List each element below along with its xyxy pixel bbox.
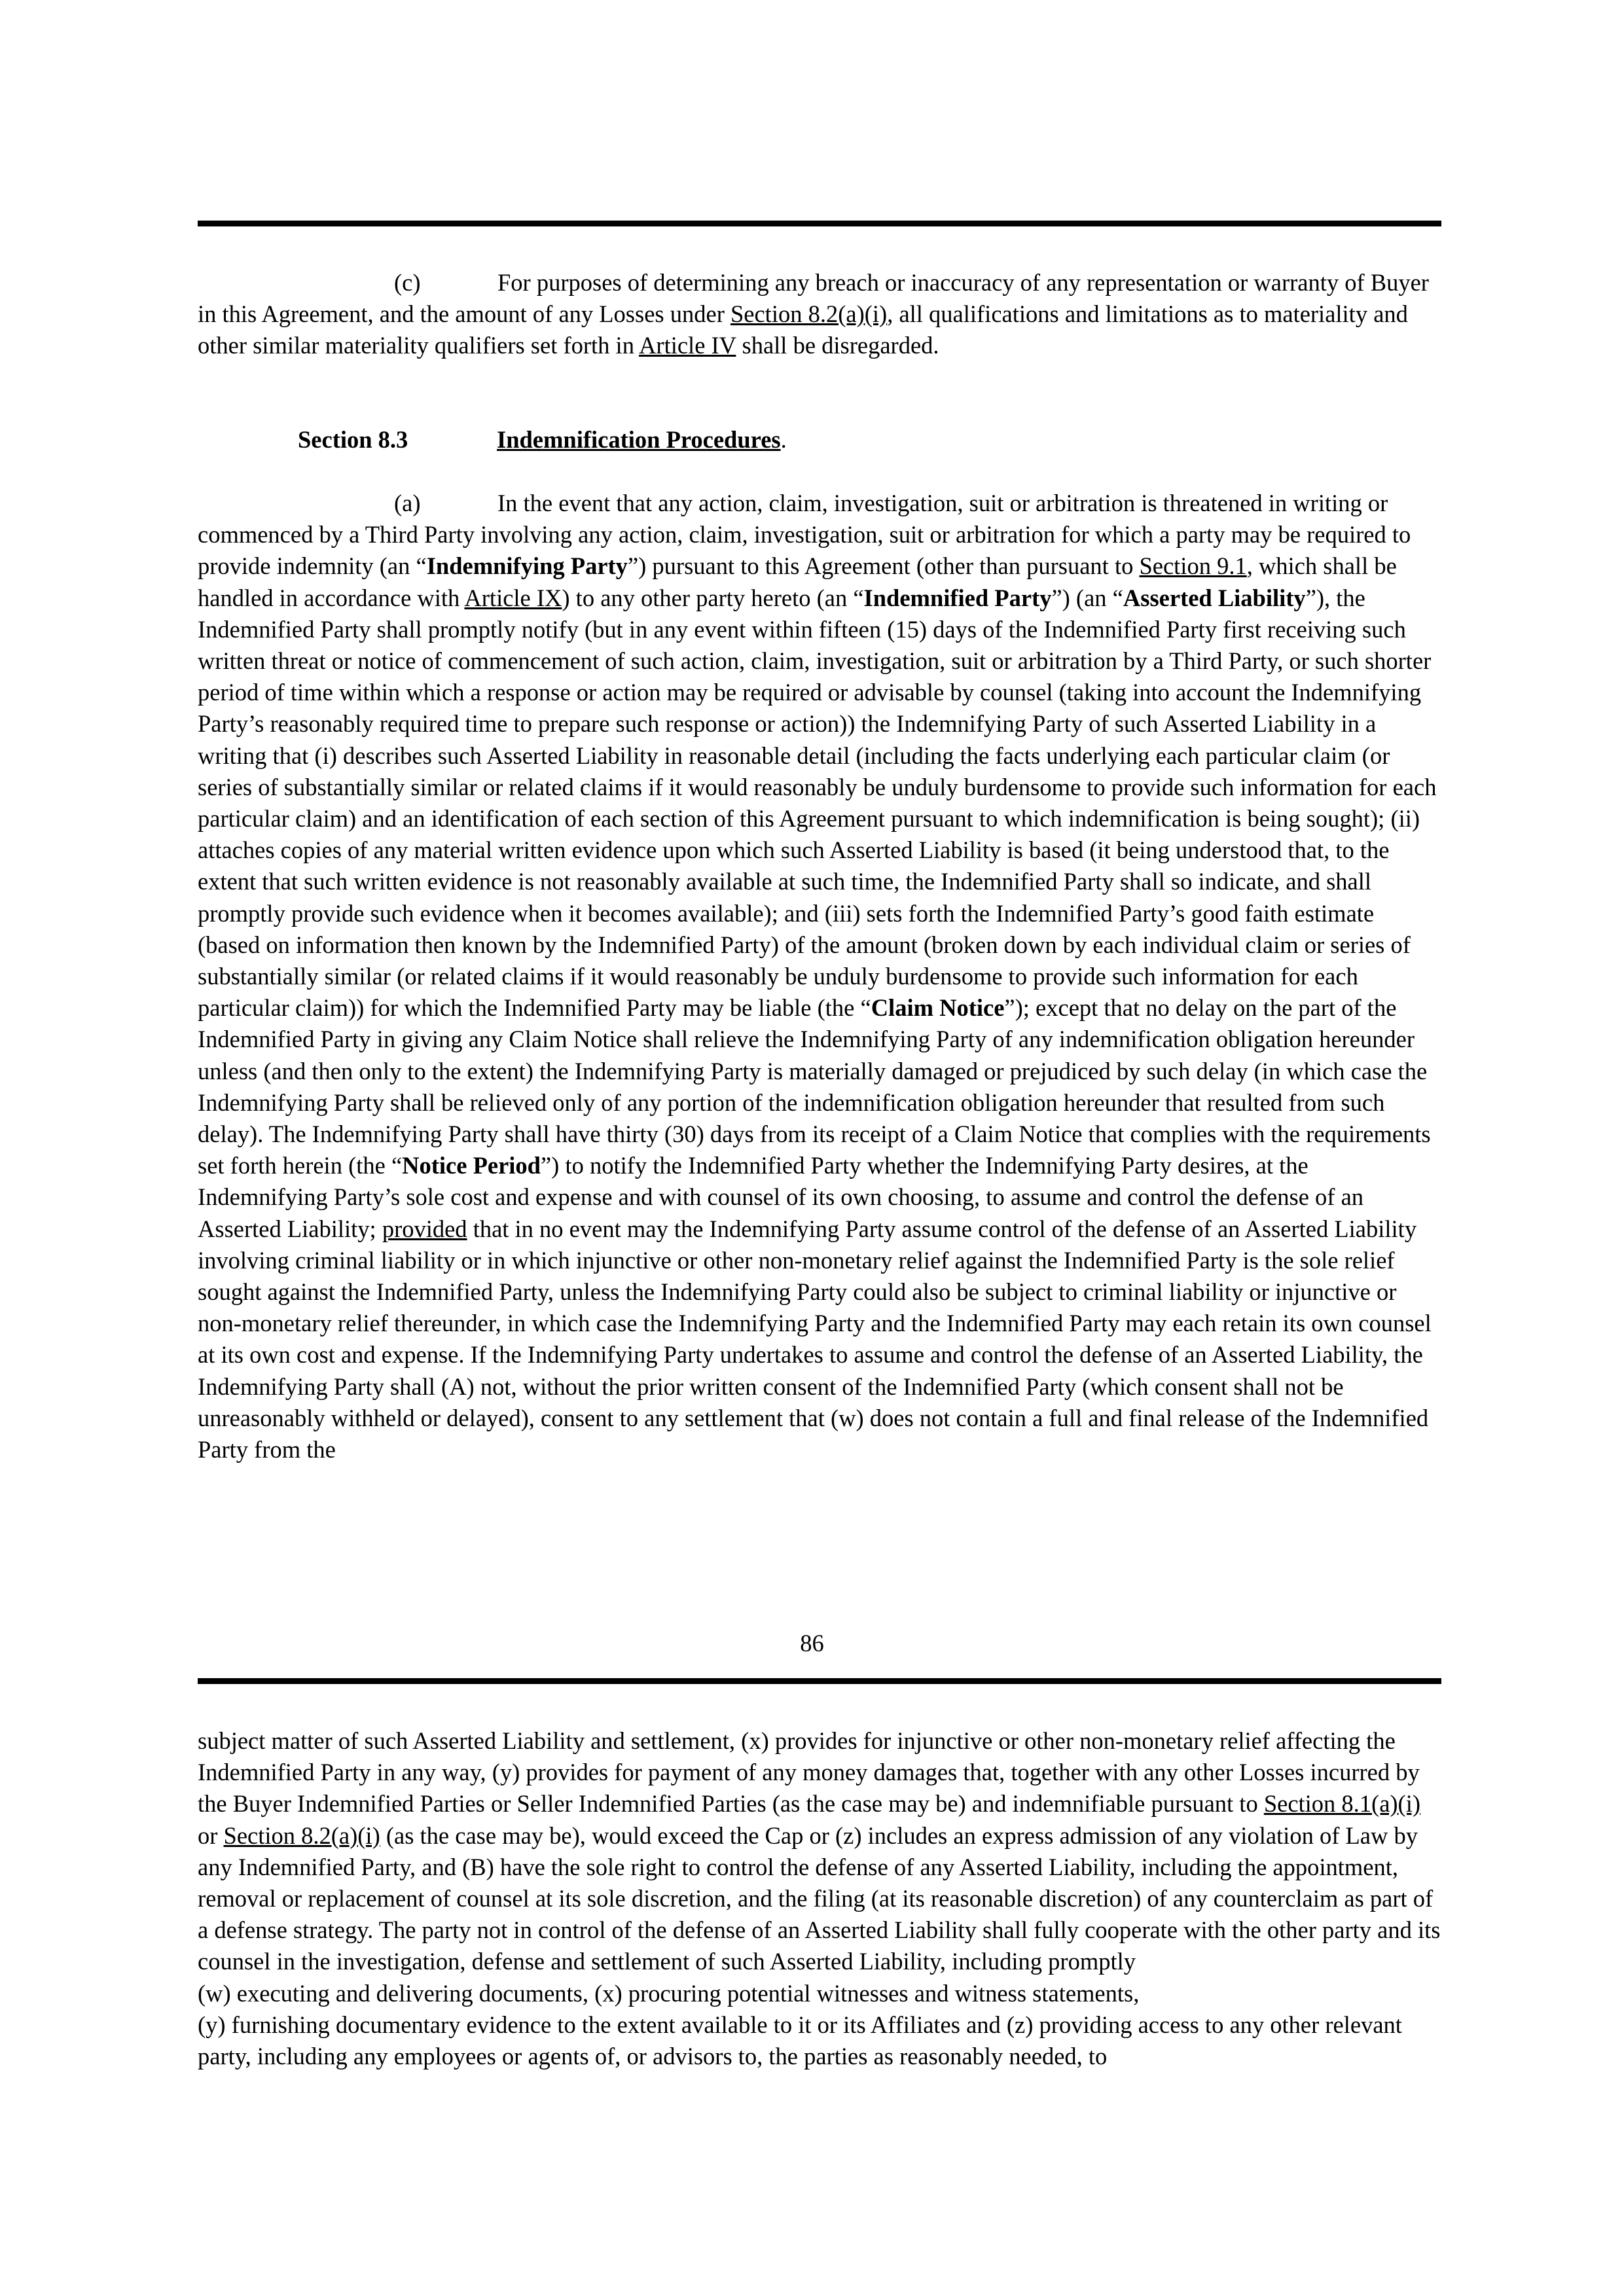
term-notice-period: Notice Period [402, 1152, 541, 1179]
term-claim-notice: Claim Notice [871, 994, 1005, 1022]
term-indemnifying-party: Indemnifying Party [426, 552, 628, 580]
section-title: Indemnification Procedures [497, 426, 781, 453]
paragraph-a-number: (a) [394, 490, 421, 516]
paragraph-a: (a) In the event that any action, claim, investigation, suit or arbitration is threatened in writing or commenced by a Third Party involving any action, claim, investigation, suit or arbitration for which a party may be required to provide indemnity (an “Indemnifying Party”) pursuant to this Agreement (other than pursuant to Section 9.1, which shall be handled in accordance with Article IX) to any other party hereto (an “Indemnified Party”) (an “Asserted Liability”), the Indemnified Party shall promptly notify (but in any event within fifteen (15) days of the Indemnified Party first receiving such written threat or notice of commencement of such action, claim, investigation, suit or arbitration by a Third Party, or such shorter period of time within which a response or action may be required or advisable by counsel (taking into account the Indemnifying Party’s reasonably required time to prepare such response or action)) the Indemnifying Party of such Asserted Liability in a writing that (i) describes such Asserted Liability in reasonable detail (including the facts underlying each particular claim (or series of substantially similar or related claims if it would reasonably be unduly burdensome to provide such information for each particular claim) and an identification of each section of this Agreement pursuant to which indemnification is being sought); (ii) attaches copies of any material written evidence upon which such Asserted Liability is based (it being understood that, to the extent that such written evidence is not reasonably available at such time, the Indemnified Party shall so indicate, and shall promptly provide such evidence when it becomes available); and (iii) sets forth the Indemnified Party’s good faith estimate (based on information then known by the Indemnified Party) of the amount (broken down by each individual claim or series of substantially similar (or related claims if it would reasonably be unduly burdensome to provide such information for each particular claim)) for which the Indemnified Party may be liable (the “Claim Notice”); except that no delay on the part of the Indemnified Party in giving any Claim Notice shall relieve the Indemnifying Party of any indemnification obligation hereunder unless (and then only to the extent) the Indemnifying Party is materially damaged or prejudiced by such delay (in which case the Indemnifying Party shall be relieved only of any portion of the indemnification obligation hereunder that resulted from such delay). The Indemnifying Party shall have thirty (30) days from its receipt of a Claim Notice that complies with the requirements set forth herein (the “Notice Period”) to notify the Indemnified Party whether the Indemnifying Party desires, at the Indemnifying Party’s sole cost and expense and with counsel of its own choosing, to assume and control the defense of an Asserted Liability; provided that in no event may the Indemnifying Party assume control of the defense of an Asserted Liability involving criminal liability or in which injunctive or other non-monetary relief against the Indemnified Party is the sole relief sought against the Indemnified Party, unless the Indemnifying Party could also be subject to criminal liability or injunctive or non-monetary relief thereunder, in which case the Indemnifying Party and the Indemnified Party may each retain its own counsel at its own cost and expense. If the Indemnifying Party undertakes to assume and control the defense of an Asserted Liability, the Indemnifying Party shall (A) not, without the prior written consent of the Indemnified Party (which consent shall not be unreasonably withheld or delayed), consent to any settlement that (w) does not contain a full and final release of the Indemnified Party from the [198, 488, 1441, 1465]
page-number: 86 [800, 1630, 824, 1657]
section-8-2-a-i-link-2[interactable]: Section 8.2(a)(i) [223, 1821, 380, 1849]
continuation-paragraph: subject matter of such Asserted Liability and settlement, (x) provides for injunctive or other non-monetary relief affecting the Indemnified Party in any way, (y) provides for payment of any money damages that, together with any other Losses incurred by the Buyer Indemnified Parties or Seller Indemnified Parties (as the case may be) and indemnifiable pursuant to Section 8.1(a)(i) or Section 8.2(a)(i) (as the case may be), would exceed the Cap or (z) includes an express admission of any violation of Law by any Indemnified Party, and (B) have the sole right to control the defense of any Asserted Liability, including the appointment, removal or replacement of counsel at its sole discretion, and the filing (at its reasonable discretion) of any counterclaim as part of a defense strategy. The party not in control of the defense of an Asserted Liability shall fully cooperate with the other party and its counsel in the investigation, defense and settlement of such Asserted Liability, including promptly (w) executing and delivering documents, (x) procuring potential witnesses and witness statements, (y) furnishing documentary evidence to the extent available to it or its Affiliates and (z) providing access to any other relevant party, including any employees or agents of, or advisors to, the parties as reasonably needed, to [198, 1727, 1441, 2070]
paragraph-c-number: (c) [394, 269, 421, 296]
paragraph-c: (c) For purposes of determining any breach or inaccuracy of any representation or warranty of Buyer in this Agreement, and the amount of any Losses under Section 8.2(a)(i), all qualifications and limitations as to materiality and other similar materiality qualifiers set forth in Article IV shall be disregarded. [198, 267, 1441, 362]
section-number: Section 8.3 [298, 426, 408, 453]
section-8-1-a-i-link[interactable]: Section 8.1(a)(i) [1263, 1790, 1421, 1818]
article-iv-link[interactable]: Article IV [639, 332, 736, 359]
term-provided: provided [382, 1215, 467, 1242]
term-indemnified-party: Indemnified Party [863, 584, 1052, 611]
page-break-rule [198, 1678, 1441, 1684]
article-ix-link[interactable]: Article IX [464, 584, 562, 611]
term-asserted-liability: Asserted Liability [1123, 584, 1306, 611]
section-heading: Section 8.3 Indemnification Procedures. [298, 424, 787, 456]
header-rule [198, 221, 1441, 226]
section-9-1-link[interactable]: Section 9.1 [1139, 552, 1247, 580]
section-8-2-a-i-link[interactable]: Section 8.2(a)(i) [730, 300, 888, 328]
